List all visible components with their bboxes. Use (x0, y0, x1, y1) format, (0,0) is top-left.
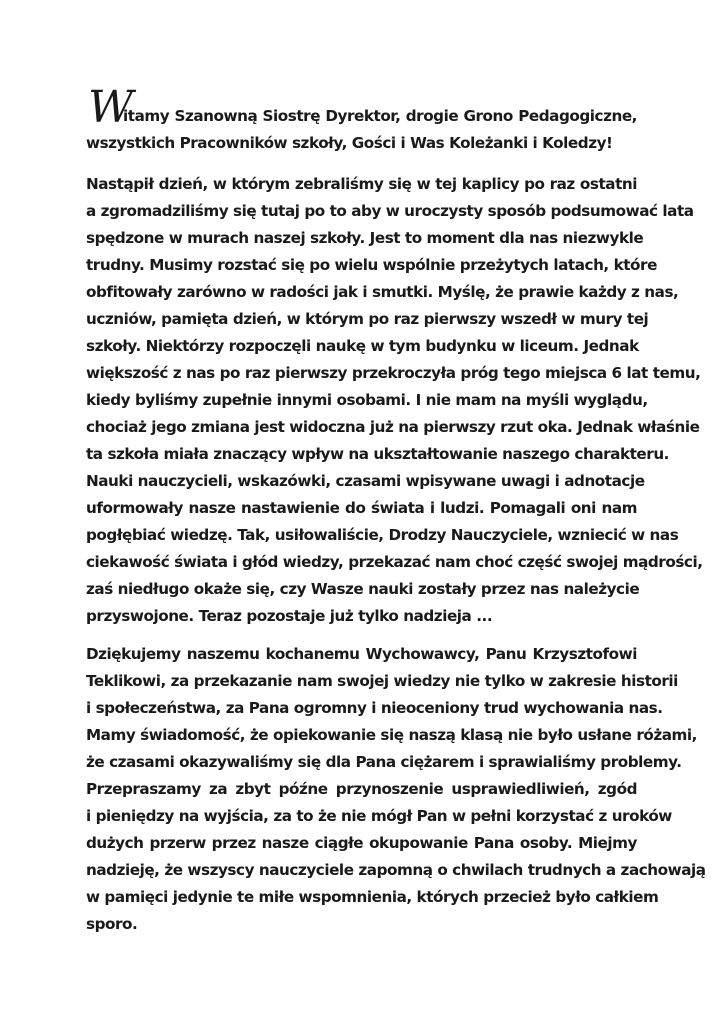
text-line: pogłębiać wiedzę. Tak, usiłowaliście, Drodzy Nauczyciele, wzniecić w nas (86, 526, 679, 544)
text-line: Dziękujemy naszemu kochanemu Wychowawcy, Panu Krzysztofowi (86, 645, 637, 663)
text-line: trudny. Musimy rozstać się po wielu wspólnie przeżytych latach, które (86, 256, 657, 274)
greeting-line-1 (86, 82, 637, 133)
text-line: a zgromadziliśmy się tutaj po to aby w uroczysty sposób podsumować lata (86, 202, 694, 220)
text-line: w pamięci jedynie te miłe wspomnienia, których przecież było całkiem (86, 888, 659, 906)
text-line: sporo. (86, 915, 138, 933)
text-line: Nauki nauczycieli, wskazówki, czasami wpisywane uwagi i adnotacje (86, 472, 645, 490)
text-line: zaś niedługo okaże się, czy Wasze nauki zostały przez nas należycie (86, 580, 640, 598)
text-line: że czasami okazywaliśmy się dla Pana ciężarem i sprawialiśmy problemy. (86, 753, 682, 771)
text-line: szkoły. Niektórzy rozpoczęli naukę w tym budynku w liceum. Jednak (86, 337, 639, 355)
text-line: kiedy byliśmy zupełnie innymi osobami. I nie mam na myśli wyglądu, (86, 391, 648, 409)
text-line: przyswojone. Teraz pozostaje już tylko nadzieja ... (86, 607, 493, 625)
text-line: spędzone w murach naszej szkoły. Jest to moment dla nas niezwykle (86, 229, 644, 247)
text-line: Nastąpił dzień, w którym zebraliśmy się w tej kaplicy po raz ostatni (86, 175, 637, 193)
text-line: uformowały nasze nastawienie do świata i ludzi. Pomagali oni nam (86, 499, 637, 517)
text-line: i pieniędzy na wyjścia, za to że nie mógł Pan w pełni korzystać z uroków (86, 807, 672, 825)
text-line: Przepraszamy za zbyt późne przynoszenie usprawiedliwień, zgód (86, 780, 637, 798)
text-line: chociaż jego zmiana jest widoczna już na pierwszy rzut oka. Jednak właśnie (86, 418, 700, 436)
text-line: Teklikowi, za przekazanie nam swojej wiedzy nie tylko w zakresie historii (86, 672, 678, 690)
text-line: większość z nas po raz pierwszy przekroczyła próg tego miejsca 6 lat temu, (86, 364, 701, 382)
text-line: Mamy świadomość, że opiekowanie się naszą klasą nie było usłane różami, (86, 726, 697, 744)
greeting-line-2: wszystkich Pracowników szkoły, Gości i Was Koleżanki i Koledzy! (86, 134, 613, 152)
text-line: obfitowały zarówno w radości jak i smutki. Myślę, że prawie każdy z nas, (86, 283, 679, 301)
text-line: ciekawość świata i głód wiedzy, przekazać nam choć część swojej mądrości, (86, 553, 703, 571)
text-line: ta szkoła miała znaczący wpływ na ukształtowanie naszego charakteru. (86, 445, 669, 463)
decorative-initial: W (88, 82, 134, 133)
text-line: i społeczeństwa, za Pana ogromny i nieoceniony trud wychowania nas. (86, 699, 663, 717)
paragraph-thanks-teacher (86, 641, 706, 938)
paragraph-farewell (86, 171, 703, 630)
greeting-paragraph (86, 82, 637, 157)
text-line: dużych przerw przez nasze ciągłe okupowanie Pana osoby. Miejmy (86, 834, 637, 852)
text-line: uczniów, pamięta dzień, w którym po raz pierwszy wszedł w mury tej (86, 310, 649, 328)
text-line: nadzieję, że wszyscy nauczyciele zapomną o chwilach trudnych a zachowają (86, 861, 706, 879)
greeting-line-1-text: itamy Szanowną Siostrę Dyrektor, drogie Grono Pedagogiczne, (123, 107, 637, 125)
